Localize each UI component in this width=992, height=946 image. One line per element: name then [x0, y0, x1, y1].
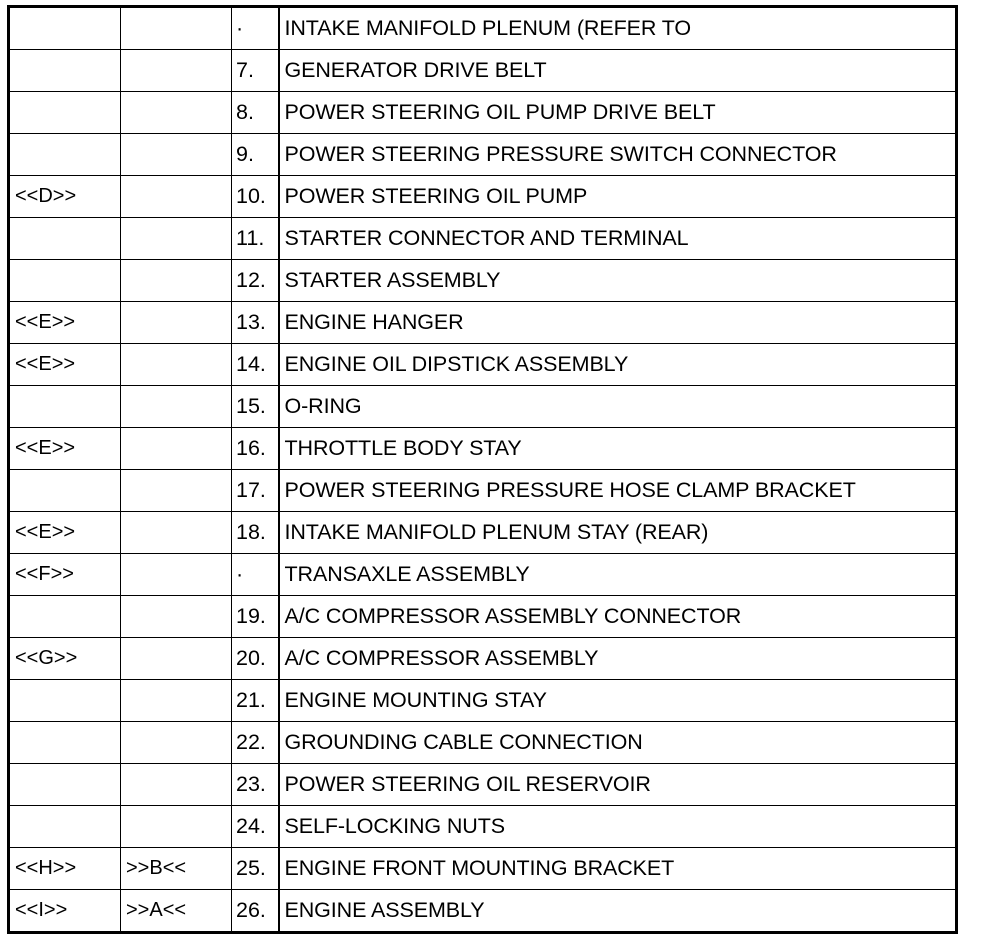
item-number-cell: 25. [232, 848, 279, 890]
procedure-ref-cell [9, 764, 121, 806]
item-description-cell: A/C COMPRESSOR ASSEMBLY [279, 638, 957, 680]
step-ref-cell [121, 638, 232, 680]
item-description-cell: INTAKE MANIFOLD PLENUM STAY (REAR) [279, 512, 957, 554]
item-description-cell: ENGINE MOUNTING STAY [279, 680, 957, 722]
step-ref-cell [121, 428, 232, 470]
procedure-ref-cell [9, 7, 121, 50]
item-number-cell: 14. [232, 344, 279, 386]
table-row [9, 554, 957, 596]
item-number-cell: 7. [232, 50, 279, 92]
table-row [9, 92, 957, 134]
item-number-cell: 22. [232, 722, 279, 764]
procedure-ref-cell [9, 680, 121, 722]
table-row [9, 134, 957, 176]
parts-table-body [9, 7, 957, 933]
item-description-cell: INTAKE MANIFOLD PLENUM (REFER TO [279, 7, 957, 50]
item-number-cell: 17. [232, 470, 279, 512]
item-description-cell: STARTER CONNECTOR AND TERMINAL [279, 218, 957, 260]
item-description-cell: ENGINE ASSEMBLY [279, 890, 957, 933]
step-ref-cell [121, 260, 232, 302]
item-number-cell: 24. [232, 806, 279, 848]
step-ref-cell [121, 7, 232, 50]
step-ref-cell [121, 176, 232, 218]
step-ref-cell [121, 680, 232, 722]
item-number-cell: · [232, 7, 279, 50]
procedure-ref-cell [9, 92, 121, 134]
procedure-ref-cell: <<I>> [9, 890, 121, 933]
procedure-ref-cell: <<H>> [9, 848, 121, 890]
step-ref-cell [121, 554, 232, 596]
table-row [9, 764, 957, 806]
item-number-cell: 26. [232, 890, 279, 933]
step-ref-cell [121, 134, 232, 176]
step-ref-cell [121, 512, 232, 554]
item-number-cell: 12. [232, 260, 279, 302]
step-ref-cell [121, 806, 232, 848]
table-row [9, 722, 957, 764]
item-description-cell: POWER STEERING OIL PUMP [279, 176, 957, 218]
table-row [9, 596, 957, 638]
step-ref-cell [121, 218, 232, 260]
table-row [9, 386, 957, 428]
table-row [9, 890, 957, 933]
item-description-cell: THROTTLE BODY STAY [279, 428, 957, 470]
item-description-cell: GROUNDING CABLE CONNECTION [279, 722, 957, 764]
step-ref-cell [121, 470, 232, 512]
procedure-ref-cell [9, 470, 121, 512]
item-number-cell: 23. [232, 764, 279, 806]
step-ref-cell [121, 50, 232, 92]
item-number-cell: 10. [232, 176, 279, 218]
item-number-cell: 19. [232, 596, 279, 638]
table-row [9, 680, 957, 722]
procedure-ref-cell [9, 134, 121, 176]
item-description-cell: ENGINE HANGER [279, 302, 957, 344]
table-row [9, 218, 957, 260]
table-row [9, 302, 957, 344]
item-description-cell: POWER STEERING OIL PUMP DRIVE BELT [279, 92, 957, 134]
item-description-cell: TRANSAXLE ASSEMBLY [279, 554, 957, 596]
procedure-ref-cell [9, 806, 121, 848]
item-description-cell: A/C COMPRESSOR ASSEMBLY CONNECTOR [279, 596, 957, 638]
item-description-cell: SELF-LOCKING NUTS [279, 806, 957, 848]
step-ref-cell [121, 344, 232, 386]
item-description-cell: POWER STEERING PRESSURE SWITCH CONNECTOR [279, 134, 957, 176]
procedure-ref-cell [9, 386, 121, 428]
table-row [9, 176, 957, 218]
item-number-cell: 8. [232, 92, 279, 134]
item-number-cell: 15. [232, 386, 279, 428]
table-row [9, 806, 957, 848]
item-description-cell: STARTER ASSEMBLY [279, 260, 957, 302]
procedure-ref-cell [9, 50, 121, 92]
step-ref-cell [121, 92, 232, 134]
table-row [9, 7, 957, 50]
item-number-cell: 16. [232, 428, 279, 470]
item-description-cell: ENGINE FRONT MOUNTING BRACKET [279, 848, 957, 890]
step-ref-cell [121, 302, 232, 344]
procedure-ref-cell: <<E>> [9, 512, 121, 554]
table-row [9, 260, 957, 302]
item-description-cell: POWER STEERING PRESSURE HOSE CLAMP BRACKET [279, 470, 957, 512]
step-ref-cell: >>A<< [121, 890, 232, 933]
item-number-cell: 20. [232, 638, 279, 680]
item-number-cell: 11. [232, 218, 279, 260]
step-ref-cell [121, 764, 232, 806]
item-number-cell: 21. [232, 680, 279, 722]
step-ref-cell [121, 386, 232, 428]
procedure-ref-cell [9, 596, 121, 638]
item-description-cell: ENGINE OIL DIPSTICK ASSEMBLY [279, 344, 957, 386]
table-row [9, 848, 957, 890]
procedure-ref-cell: <<F>> [9, 554, 121, 596]
table-row [9, 512, 957, 554]
table-row [9, 470, 957, 512]
procedure-ref-cell: <<E>> [9, 344, 121, 386]
parts-table [7, 5, 958, 934]
step-ref-cell [121, 596, 232, 638]
item-number-cell: 9. [232, 134, 279, 176]
procedure-ref-cell: <<G>> [9, 638, 121, 680]
procedure-ref-cell [9, 218, 121, 260]
procedure-ref-cell [9, 260, 121, 302]
item-number-cell: 18. [232, 512, 279, 554]
step-ref-cell [121, 722, 232, 764]
table-row [9, 344, 957, 386]
item-number-cell: · [232, 554, 279, 596]
table-row [9, 428, 957, 470]
item-description-cell: GENERATOR DRIVE BELT [279, 50, 957, 92]
item-number-cell: 13. [232, 302, 279, 344]
table-row [9, 638, 957, 680]
procedure-ref-cell: <<D>> [9, 176, 121, 218]
procedure-ref-cell [9, 722, 121, 764]
table-row [9, 50, 957, 92]
item-description-cell: POWER STEERING OIL RESERVOIR [279, 764, 957, 806]
step-ref-cell: >>B<< [121, 848, 232, 890]
procedure-ref-cell: <<E>> [9, 302, 121, 344]
item-description-cell: O-RING [279, 386, 957, 428]
procedure-ref-cell: <<E>> [9, 428, 121, 470]
